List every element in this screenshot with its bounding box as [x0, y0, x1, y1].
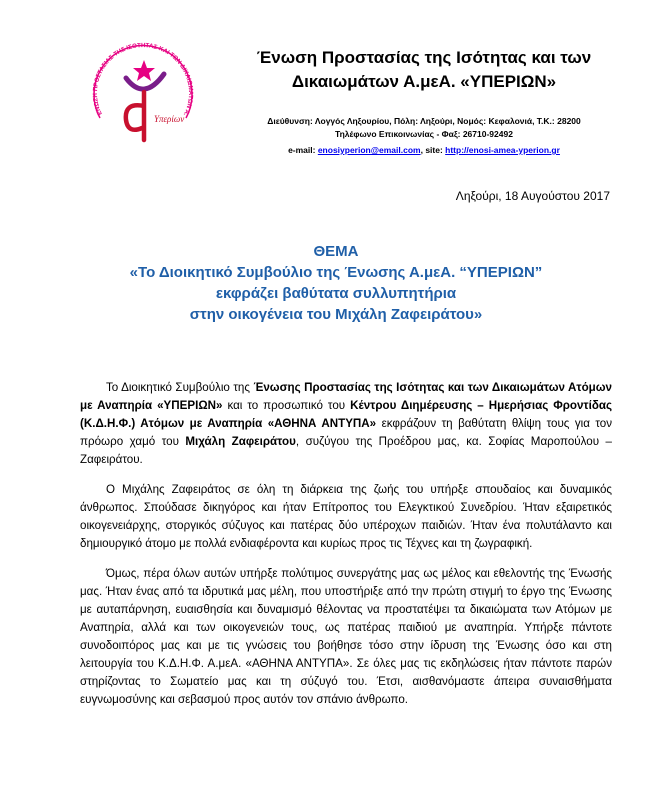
organization-name-line1: Ένωση Προστασίας της Ισότητας και των [256, 48, 592, 67]
organization-logo [78, 22, 208, 154]
contact-line [214, 144, 634, 156]
paragraph-2: Ο Μιχάλης Ζαφειράτος σε όλη τη διάρκεια της ζωής του υπήρξε σπουδαίος και δυναμικός άνθρωπος. Σπούδασε δικηγόρος και ήταν Επίτροπος του Ελεγκτικού Συνεδρίου. Ήταν εξαιρετικός οικογενειάρχης, στοργικός σύζυγος και πατέρας δύο υπέροχων παιδιών. Ήταν ένα πολυτάλαντο και δημιουργικό άτομο με πολλά ενδιαφέροντα και κυρίως προς τις Τέχνες και τη ζωγραφική. [80, 483, 612, 550]
phone-line: Τηλέφωνο Επικοινωνίας - Φαξ: 26710-92492 [335, 129, 513, 139]
subject-line-1: «Το Διοικητικό Συμβούλιο της Ένωσης Α.μεΑ. “ΥΠΕΡΙΩΝ” [129, 264, 543, 281]
text-run: και το προσωπικό του [222, 399, 351, 412]
site-label: , site: [420, 145, 446, 155]
bold-text-run: Μιχάλη Ζαφειράτου [185, 435, 296, 448]
logo-script-text: Υπερίων [154, 114, 185, 124]
site-link[interactable]: http://enosi-amea-yperion.gr [445, 145, 560, 155]
subject-line-2: εκφράζει βαθύτατα συλλυπητήρια [215, 285, 457, 302]
subject-label: ΘΕΜΑ [313, 243, 359, 260]
paragraph-3: Όμως, πέρα όλων αυτών υπήρξε πολύτιμος συνεργάτης μας ως μέλος και εθελοντής της Ένωσής μας. Ήταν ένας από τα ιδρυτικά μας μέλη, που υποστήριξε από την πρώτη στιγμή το έργο της Ένωσης με αυταπάρνηση, ευαισθησία και δυναμισμό θέλοντας να προστατέψει τα δικαιώματα των Ατόμων με Αναπηρία, αλλά και των οικογενειών τους, ως πατέρας παιδιού με αναπηρία. Υπήρξε πάντοτε συνοδοιπόρος μας και με τις γνώσεις του βοήθησε τόσο στην ίδρυση της Ένωσης όσο και στη λειτουργία του Κ.Δ.Η.Φ. Α.μεΑ. «ΑΘΗΝΑ ΑΝΤΥΠΑ». Σε όλες μας τις εκδηλώσεις ήταν πάντοτε παρών στηρίζοντας το Σωματείο μας και τη σύζυγό του. Έτσι, αισθανόμαστε άπειρα συναισθήματα ευγνωμοσύνης και σεβασμού προς αυτόν τον σπάνιο άνθρωπο. [80, 567, 612, 706]
document-date: Ληξούρι, 18 Αυγούστου 2017 [455, 189, 610, 203]
email-label: e-mail: [288, 145, 318, 155]
logo-ring-text: ΕΝΩΣΗ ΠΡΟΣΤΑΣΙΑΣ ΤΗΣ ΙΣΟΤΗΤΑΣ ΚΑΙ ΤΩΝ ΔΙΚΑΙΩΜΑΤΩΝ Α. [91, 42, 195, 117]
subject-heading [60, 241, 612, 325]
logo-figure [126, 92, 144, 140]
organization-name [214, 46, 634, 94]
email-link[interactable]: enosiyperion@email.com [317, 145, 421, 155]
document-body [80, 379, 612, 721]
text-run: εκφράζουν τη βαθύτατη θλίψη τους για τον πρόωρο χαμό του [80, 417, 613, 448]
paragraph-1 [80, 379, 612, 469]
address-line: Διεύθυνση: Λογγός Ληξουρίου, Πόλη: Ληξούρι, Νομός: Κεφαλονιά, Τ.Κ.: 28200 [267, 116, 581, 126]
logo-graphic [78, 22, 208, 154]
bold-text-run: Ένωσης Προστασίας της Ισότητας και των Δικαιωμάτων Ατόμων με Αναπηρία «ΥΠΕΡΙΩΝ» [80, 381, 612, 412]
text-run: , συζύγου της Προέδρου μας, κα. Σοφίας Μαροπούλου – Ζαφειράτου. [80, 435, 612, 466]
subject-line-3: στην οικογένεια του Μιχάλη Ζαφειράτου» [189, 306, 483, 323]
star-icon [133, 60, 155, 81]
text-run: Το Διοικητικό Συμβούλιο της [106, 381, 254, 394]
bold-text-run: Κέντρου Διημέρευσης – Ημερήσιας Φροντίδας (Κ.Δ.Η.Φ.) Ατόμων με Αναπηρία «ΑΘΗΝΑ ΑΝΤΥΠΑ» [80, 399, 613, 430]
organization-name-line2: Δικαιωμάτων Α.μεΑ. «ΥΠΕΡΙΩΝ» [291, 72, 557, 91]
